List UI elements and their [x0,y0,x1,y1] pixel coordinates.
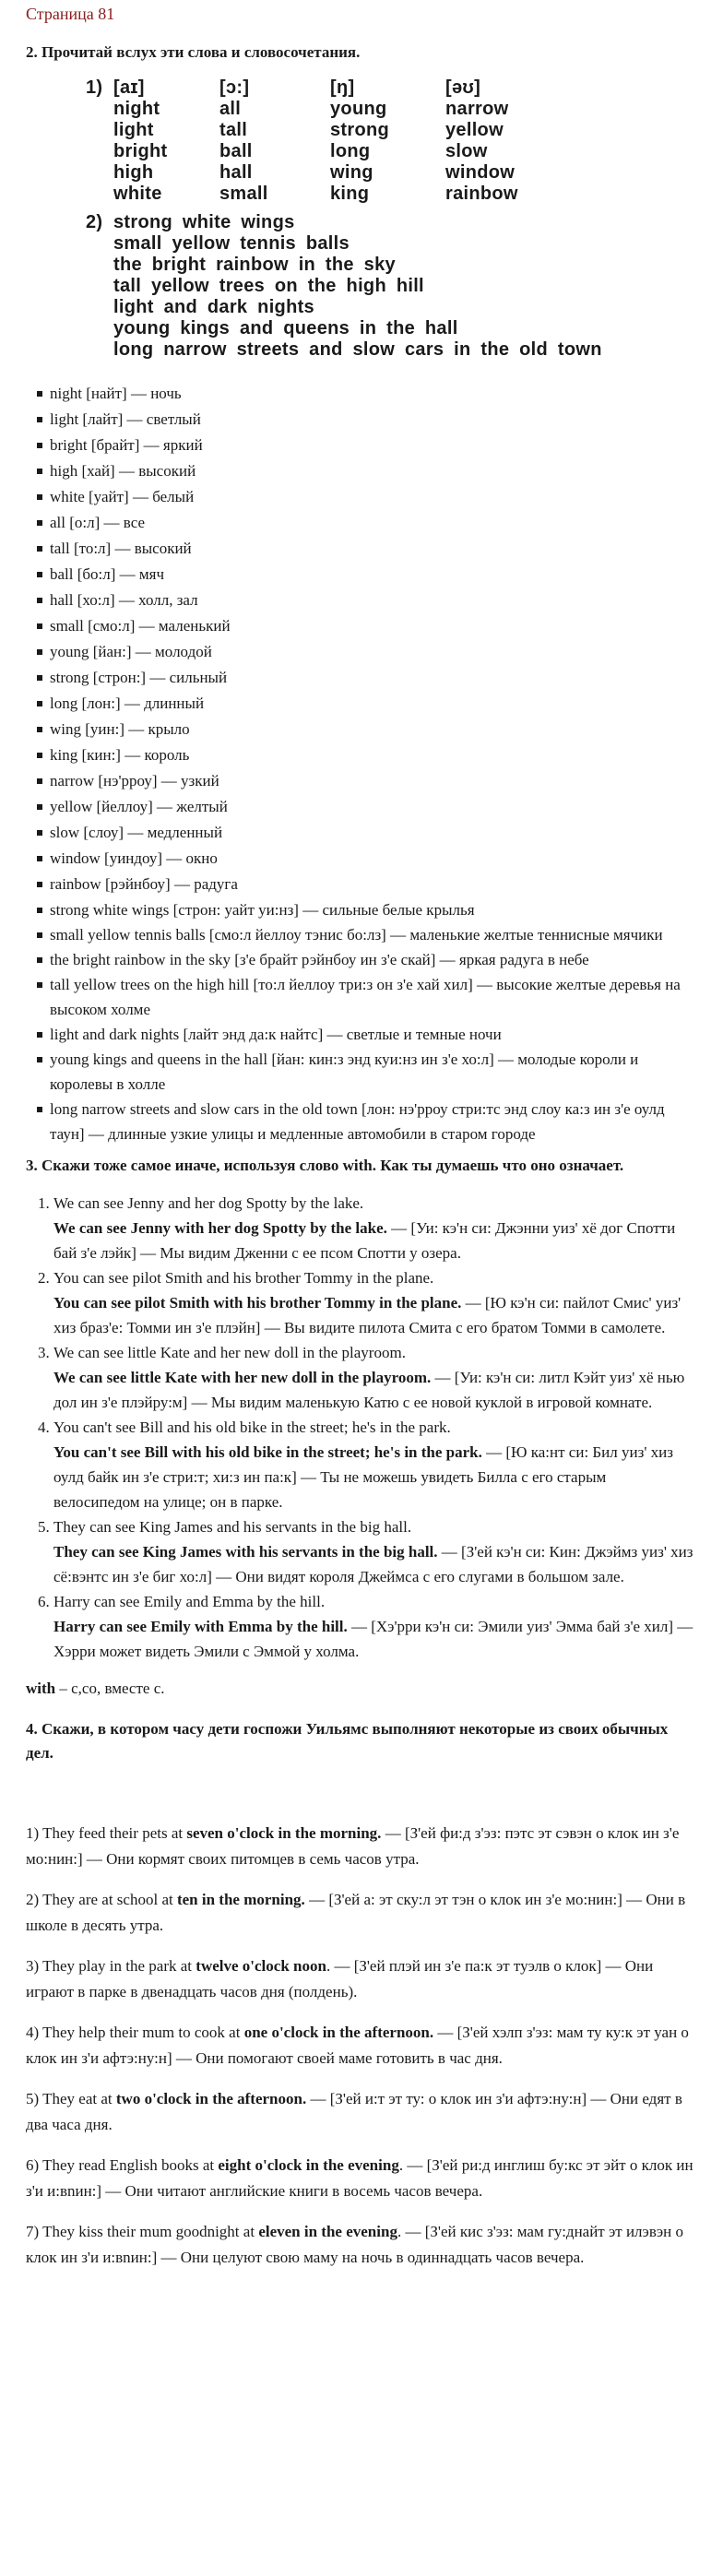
answer-translation: — [З'ей хэлп з'эз: мам ту ку:к эт уан о клок ин з'и афтэ:ну:н] — Они помогают своей маме готовить в час дня. [26,2024,689,2067]
word-cell: tall [219,120,248,140]
time-answer [26,2153,693,2204]
phrase-text: tall yellow trees on the high hill [113,276,424,296]
word-cell: king [330,184,370,204]
word-cell: high [113,162,154,183]
answer-sentence: We can see Jenny with her dog Spotty by the lake. [53,1219,387,1237]
word-cell: light [113,120,154,140]
exercise-answer [53,1290,693,1340]
phrase-row [86,255,693,276]
word-cell: hall [219,162,253,183]
vocab-item: small [смо:л] — маленький [37,613,693,639]
vocab-item: light [лайт] — светлый [37,407,693,433]
grid-spacer [86,120,113,141]
answer-prefix: 1) They feed their pets at [26,1824,187,1842]
exercise-question: 2. You can see pilot Smith and his brother Tommy in the plane. [53,1269,434,1287]
answer-transcription: — [Уи: кэ'н си: Джэнни уиз' хё дог Спотти бай з'е лэйк] — Мы видим Дженни с ее псом Спотти у озера. [53,1219,676,1262]
word-cell: ball [219,141,253,161]
vocab-item: king [кин:] — король [37,742,693,768]
grid-spacer [86,141,113,162]
answer-sentence: You can't see Bill with his old bike in the street; he's in the park. [53,1443,482,1461]
word-cell: yellow [445,120,504,140]
word-cell: wing [330,162,373,183]
exercise-question: 5. They can see King James and his servants in the big hall. [53,1518,412,1536]
with-note [26,1677,693,1701]
task3-list [26,1191,693,1664]
vocab-item: wing [уин:] — крыло [37,717,693,742]
vocab-item: tall [то:л] — высокий [37,536,693,562]
vocab-item: ball [бо:л] — мяч [37,562,693,588]
vocab-item: all [о:л] — все [37,510,693,536]
phrase-text: light and dark nights [113,297,314,317]
vocab-item: young [йан:] — молодой [37,639,693,665]
word-cell: narrow [445,99,509,119]
grid-spacer [86,162,113,184]
exercise-question: 3. We can see little Kate and her new doll in the playroom. [53,1344,406,1361]
word-cell: rainbow [445,184,518,204]
vocab-item: yellow [йеллоу] — желтый [37,794,693,820]
time-phrase: two o'clock in the afternoon. [115,2090,307,2107]
word-cell: long [330,141,371,161]
phrase-text: small yellow tennis balls [113,233,350,254]
vocab-item: rainbow [рэйнбоу] — радуга [37,872,693,897]
exercise-item [53,1191,693,1265]
vocab-item: night [найт] — ночь [37,381,693,407]
part-number: 1) [86,77,103,98]
word-cell: young [330,99,387,119]
word-cell: strong [330,120,390,140]
time-phrase: twelve o'clock noon [196,1957,326,1975]
word-cell: slow [445,141,488,161]
vocab-item: long [лон:] — длинный [37,691,693,717]
phrase-text: strong white wings [113,212,295,232]
answer-sentence: You can see pilot Smith with his brother Tommy in the plane. [53,1294,462,1312]
vocab-item: strong white wings [строн: уайт уи:нз] — сильные белые крылья [37,897,693,922]
vocab-item: tall yellow trees on the high hill [то:л йеллоу три:з он з'е хай хил] — высокие желтые деревья на высоком холме [37,972,693,1022]
exercise-item [53,1589,693,1664]
answer-transcription: — [Ю кэ'н си: пайлот Смис' уиз' хиз браз'е: Томми ин з'е плэйн] — Вы видите пилота Смита с его братом Томми в самолете. [53,1294,682,1336]
phrase-text: long narrow streets and slow cars in the old town [113,339,602,360]
task4-title: 4. Скажи, в котором часу дети госпожи Уильямс выполняют некоторые из своих обычных дел. [26,1720,669,1762]
vocab-item: window [уиндоу] — окно [37,846,693,872]
answer-translation: — [З'ей а: эт ску:л эт тэн о клок ин з'е мо:нин:] — Они в школе в десять утра. [26,1891,686,1934]
sound-header: [ɔ:] [219,77,250,98]
answer-translation: — [З'ей фи:д з'эз: пэтс эт сэвэн о клок ин з'е мо:нин:] — Они кормят своих питомцев в семь часов утра. [26,1824,680,1868]
time-answer [26,1821,693,1872]
answer-translation: . — [З'ей ри:д инглиш бу:кс эт эйт о клок ин з'и и:вnин:] — Они читают английские книги в восемь часов вечера. [26,2156,693,2200]
answer-prefix: 4) They help their mum to cook at [26,2024,244,2041]
word-cell: white [113,184,162,204]
time-phrase: seven o'clock in the morning. [186,1824,382,1842]
phrase-row [86,297,693,318]
phrase-row [86,339,693,361]
exercise-answer [53,1614,693,1664]
word-cell: all [219,99,242,119]
vocab-item: strong [строн:] — сильный [37,665,693,691]
vocab-item: white [уайт] — белый [37,484,693,510]
phrases-block [86,212,693,361]
answer-translation: . — [З'ей плэй ин з'е па:к эт туэлв о клок] — Они играют в парке в двенадцать часов дня (полдень). [26,1957,654,2000]
vocab-item: small yellow tennis balls [смо:л йеллоу тэнис бо:лз] — маленькие желтые теннисные мячики [37,922,693,947]
time-answer [26,2086,693,2138]
exercise-answer [53,1216,693,1265]
phrase-row [86,212,693,233]
vocab-item: hall [хо:л] — холл, зал [37,588,693,613]
sound-header: [aɪ] [113,77,145,98]
phonetics-grid [86,77,693,205]
vocabulary-list [26,381,693,1146]
grid-spacer [86,184,113,205]
word-cell: night [113,99,160,119]
answer-transcription: — [Ю ка:нт си: Бил уиз' хиз оулд байк ин з'е стри:т; хи:з ин па:к] — Ты не можешь увидеть Билла с его старым велосипедом на улице; он в парке. [53,1443,673,1511]
exercise-item [53,1340,693,1415]
vocab-item: narrow [нэ'рроу] — узкий [37,768,693,794]
vocab-item: high [хай] — высокий [37,458,693,484]
page-label: Страница 81 [26,5,115,23]
task2-title: 2. Прочитай вслух эти слова и словосочетания. [26,43,361,61]
answer-prefix: 6) They read English books at [26,2156,219,2174]
time-phrase: eight o'clock in the evening [218,2156,399,2174]
word-cell: bright [113,141,168,161]
note-word: with [26,1680,56,1697]
task3-title: 3. Скажи тоже самое иначе, используя слово with. Как ты думаешь что оно означает. [26,1157,624,1174]
vocab-item: slow [слоу] — медленный [37,820,693,846]
vocab-item: long narrow streets and slow cars in the old town [лон: нэ'рроу стри:тс энд слоу ка:з ин з'е оулд таун] — длинные узкие улицы и медленные автомобили в старом городе [37,1097,693,1146]
word-cell: small [219,184,268,204]
sound-header: [ŋ] [330,77,355,98]
phrase-text: young kings and queens in the hall [113,318,458,338]
answer-sentence: Harry can see Emily with Emma by the hill. [53,1618,348,1635]
vocab-item: light and dark nights [лайт энд да:к найтс] — светлые и темные ночи [37,1022,693,1047]
time-answer [26,2219,693,2271]
answer-prefix: 3) They play in the park at [26,1957,196,1975]
task4-answers [26,1821,693,2271]
phrase-text: the bright rainbow in the sky [113,255,396,275]
vocab-item: young kings and queens in the hall [йан: кин:з энд куи:нз ин з'е хо:л] — молодые короли и королевы в холле [37,1047,693,1097]
phonetics-table [86,77,693,361]
answer-translation: . — [З'ей кис з'эз: мам гу:днайт эт илэвэн о клок ин з'и и:вnин:] — Они целуют свою маму на ночь в одиннадцать часов вечера. [26,2223,684,2266]
answer-prefix: 2) They are at school at [26,1891,177,1908]
answer-sentence: We can see little Kate with her new doll in the playroom. [53,1369,432,1386]
exercise-answer [53,1365,693,1415]
vocab-item: the bright rainbow in the sky [з'е брайт рэйнбоу ин з'е скай] — яркая радуга в небе [37,947,693,972]
phrase-row [86,318,693,339]
answer-translation: — [З'ей и:т эт ту: о клок ин з'и афтэ:ну:н] — Они едят в два часа дня. [26,2090,682,2133]
exercise-question: 6. Harry can see Emily and Emma by the hill. [53,1593,326,1610]
time-phrase: ten in the morning. [176,1891,305,1908]
exercise-answer [53,1440,693,1514]
answer-prefix: 7) They kiss their mum goodnight at [26,2223,259,2240]
exercise-item [53,1514,693,1589]
answer-transcription: — [Уи: кэ'н си: литл Кэйт уиз' хё нью дол ин з'е плэйру:м] — Мы видим маленькую Катю с ее новой куклой в игровой комнате. [53,1369,685,1411]
exercise-question: 4. You can't see Bill and his old bike in the street; he's in the park. [53,1419,451,1436]
answer-transcription: — [З'ей кэ'н си: Кин: Джэймз уиз' хиз сё:вэнтс ин з'е биг хо:л] — Они видят короля Джеймса с его слугами в большом зале. [53,1543,693,1585]
time-phrase: one o'clock in the afternoon. [243,2024,434,2041]
answer-sentence: They can see King James with his servants in the big hall. [53,1543,438,1561]
word-cell: window [445,162,516,183]
sound-header: [əʊ] [445,77,481,98]
note-text: – с,со, вместе с. [55,1680,165,1697]
time-answer [26,2020,693,2071]
time-answer [26,1953,693,2005]
part-number: 2) [86,212,103,232]
time-phrase: eleven in the evening [258,2223,397,2240]
exercise-item [53,1265,693,1340]
exercise-item [53,1415,693,1514]
answer-transcription: — [Хэ'рри кэ'н си: Эмили уиз' Эмма бай з'е хил] — Хэрри может видеть Эмили с Эммой у холма. [53,1618,693,1660]
answer-prefix: 5) They eat at [26,2090,116,2107]
exercise-question: 1. We can see Jenny and her dog Spotty by the lake. [53,1194,364,1212]
phrase-row [86,276,693,297]
time-answer [26,1887,693,1939]
vocab-item: bright [брайт] — яркий [37,433,693,458]
exercise-answer [53,1539,693,1589]
grid-spacer [86,99,113,120]
phrase-row [86,233,693,255]
